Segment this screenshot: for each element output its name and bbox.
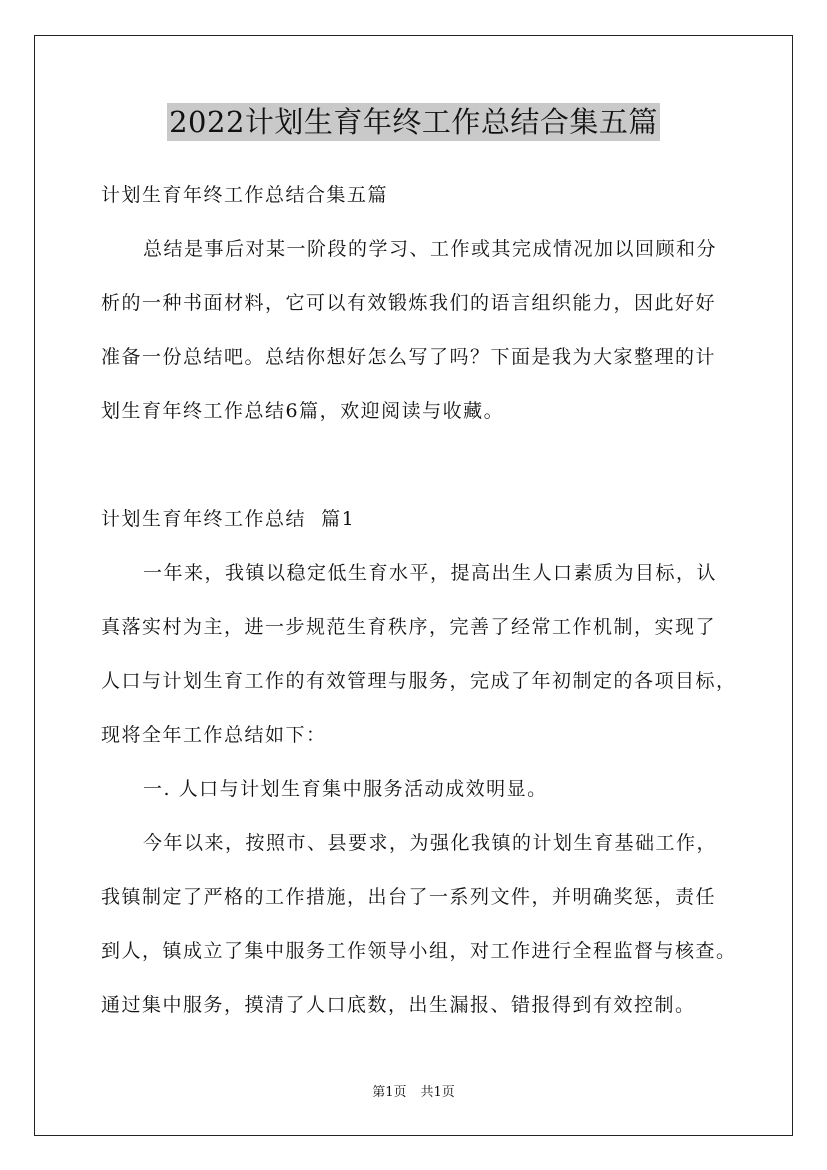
- para2-line-4: 通过集中服务，摸清了人口底数，出生漏报、错报得到有效控制。: [101, 994, 696, 1016]
- para1-line-2: 真落实村为主，进一步规范生育秩序，完善了经常工作机制，实现了: [101, 616, 717, 638]
- section-heading: 计划生育年终工作总结 篇1: [101, 508, 356, 530]
- subtitle: 计划生育年终工作总结合集五篇: [101, 184, 389, 206]
- page-footer: [0, 1085, 827, 1101]
- intro-line-1: 总结是事后对某一阶段的学习、工作或其完成情况加以回顾和分: [143, 238, 718, 260]
- intro-line-4: 划生育年终工作总结6篇，欢迎阅读与收藏。: [101, 400, 505, 422]
- para2-line-3: 到人，镇成立了集中服务工作领导小组，对工作进行全程监督与核查。: [101, 940, 737, 962]
- intro-line-2: 析的一种书面材料，它可以有效锻炼我们的语言组织能力，因此好好: [101, 292, 717, 314]
- page-total: 共1页: [420, 1085, 455, 1100]
- para2-line-2: 我镇制定了严格的工作措施，出台了一系列文件，并明确奖惩，责任: [101, 886, 717, 908]
- intro-line-3: 准备一份总结吧。总结你想好怎么写了吗？下面是我为大家整理的计: [101, 346, 717, 368]
- para2-line-1: 今年以来，按照市、县要求，为强化我镇的计划生育基础工作，: [143, 832, 718, 854]
- para1-line-4: 现将全年工作总结如下：: [101, 724, 327, 746]
- para1-line-3: 人口与计划生育工作的有效管理与服务，完成了年初制定的各项目标，: [101, 670, 737, 692]
- page-number: 第1页: [372, 1085, 407, 1100]
- para1-line-1: 一年来，我镇以稳定低生育水平，提高出生人口素质为目标，认: [143, 562, 718, 584]
- document-title: 2022计划生育年终工作总结合集五篇: [169, 105, 658, 139]
- point-1-heading: 一. 人口与计划生育集中服务活动成效明显。: [143, 778, 548, 800]
